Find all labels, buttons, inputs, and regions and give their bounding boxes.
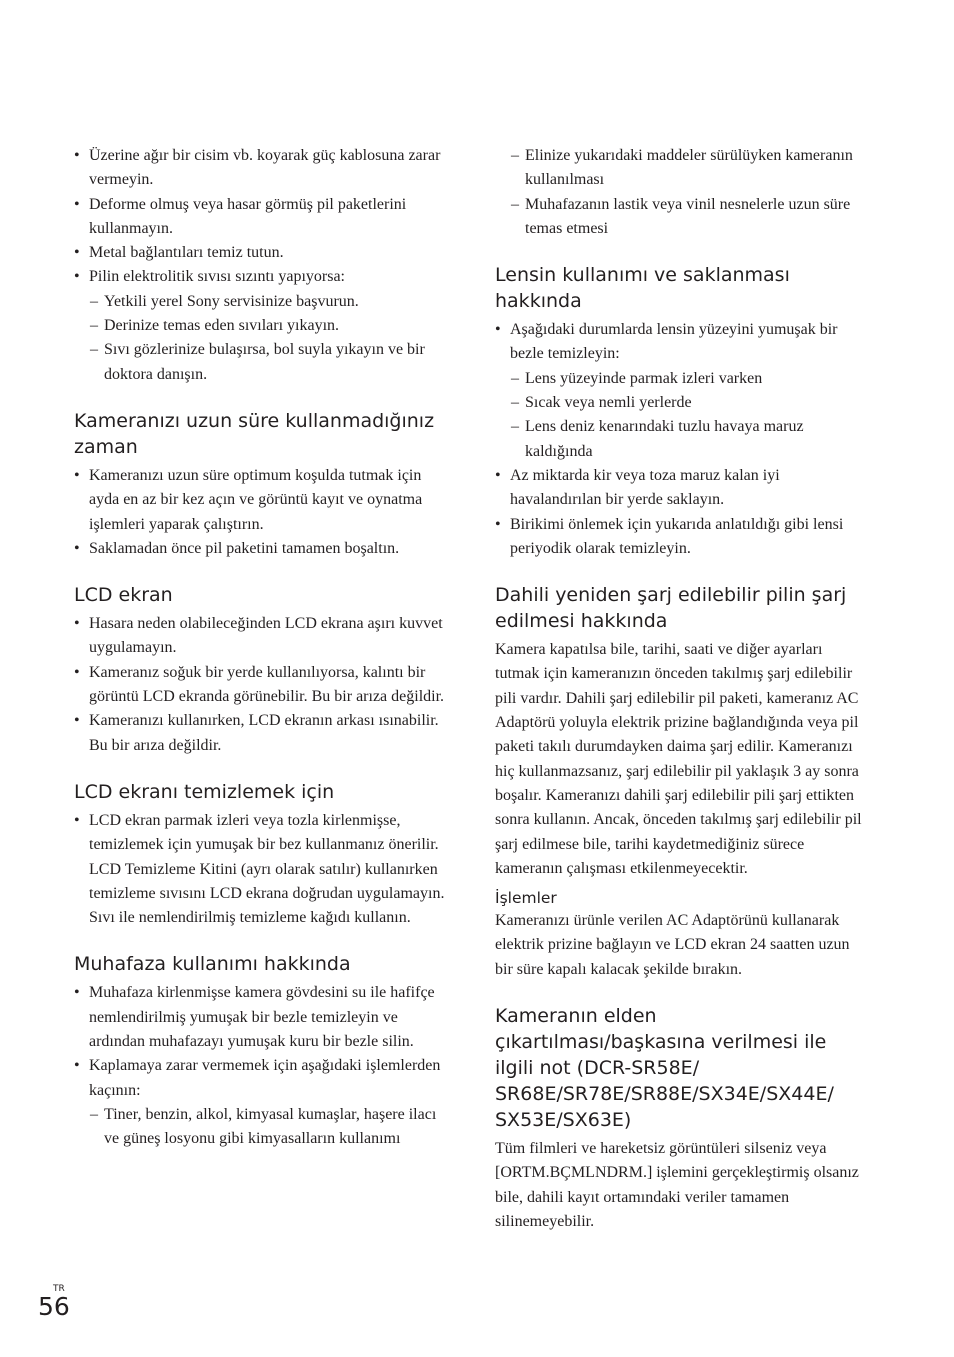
list-item: • Muhafaza kirlenmişse kamera gövdesini su ile hafifçe nemlendirilmiş yumuşak bir bezle temizleyin ve ardından muhafazayı yumuşak kuru bir bezle silin. — [74, 981, 446, 1054]
list-item: • Metal bağlantıları temiz tutun. — [74, 241, 446, 265]
dash-item: – Sıvı gözlerinize bulaşırsa, bol suyla yıkayın ve bir doktora danışın. — [74, 338, 446, 387]
dash-item: – Sıcak veya nemli yerlerde — [495, 391, 867, 415]
procedure-paragraph: Kameranızı ürünle verilen AC Adaptörünü kullanarak elektrik prizine bağlayın ve LCD ekran 24 saatten uzun bir süre kapalı kalacak şekilde bırakın. — [495, 912, 850, 978]
procedure-heading: İşlemler — [495, 889, 557, 908]
page-number: 56 — [38, 1292, 70, 1321]
list-item: • Birikimi önlemek için yukarıda anlatıldığı gibi lensi periyodik olarak temizleyin. — [495, 513, 867, 562]
casing-continued-list — [495, 144, 867, 241]
dash-item: – Derinize temas eden sıvıları yıkayın. — [74, 314, 446, 338]
language-label: TR — [53, 1284, 65, 1294]
storage-list — [74, 464, 446, 561]
dash-item: – Lens yüzeyinde parmak izleri varken — [495, 367, 867, 391]
list-item: • Hasara neden olabileceğinden LCD ekrana aşırı kuvvet uygulamayın. — [74, 612, 446, 661]
list-item: • Saklamadan önce pil paketini tamamen boşaltın. — [74, 537, 446, 561]
list-item: • Kameranızı uzun süre optimum koşulda tutmak için ayda en az bir kez açın ve görüntü kayıt ve oynatma işlemleri yaparak çalıştırın. — [74, 464, 446, 537]
list-item: • Pilin elektrolitik sıvısı sızıntı yapıyorsa: — [74, 265, 446, 289]
dash-item: – Muhafazanın lastik veya vinil nesnelerle uzun süre temas etmesi — [495, 193, 867, 242]
right-column — [495, 144, 867, 1234]
lcd-list — [74, 612, 446, 758]
section-heading-battery: Dahili yeniden şarj edilebilir pilin şarj edilmesi hakkında — [495, 584, 847, 633]
intro-list — [74, 144, 446, 387]
dash-item: – Lens deniz kenarındaki tuzlu havaya maruz kaldığında — [495, 415, 867, 464]
section-heading-disposal: Kameranın elden çıkartılması/başkasına verilmesi ile ilgili not (DCR-SR58E/ SR68E/SR78E/SR88E/SX34E/SX44E/ SX53E/SX63E) — [495, 1005, 834, 1132]
dash-item: – Yetkili yerel Sony servisinize başvurun. — [74, 290, 446, 314]
dash-item: – Tiner, benzin, alkol, kimyasal kumaşlar, haşere ilacı ve güneş losyonu gibi kimyasalların kullanımı — [74, 1103, 446, 1152]
lcd-cleaning-list — [74, 809, 446, 930]
lens-list — [495, 318, 867, 561]
left-column — [74, 144, 446, 1152]
list-item: • Kaplamaya zarar vermemek için aşağıdaki işlemlerden kaçının: — [74, 1054, 446, 1103]
battery-paragraph: Kamera kapatılsa bile, tarihi, saati ve diğer ayarları tutmak için kameranızın önceden takılmış şarj edilebilir pili vardır. Dahili şarj edilebilir pil paketi, kameranız AC Adaptörü yoluyla elektrik prizine bağlandığında veya pil paketi takılı durumdayken daima şarj edilir. Kameranızı hiç kullanmazsanız, şarj edilebilir pil yaklaşık 3 ay sonra boşalır. Kameranızı dahili şarj edilebilir pili şarj ettikten sonra kullanın. Ancak, önceden takılmış şarj edilebilir pil şarj edilmese bile, tarihi kaydetmediğiniz sürece kameranın çalışması etkilenmeyecektir. — [495, 641, 862, 877]
list-item: • Aşağıdaki durumlarda lensin yüzeyini yumuşak bir bezle temizleyin: — [495, 318, 867, 367]
disposal-paragraph: Tüm filmleri ve hareketsiz görüntüleri silseniz veya [ORTM.BÇMLNDRM.] işlemini gerçekleştirmiş olsanız bile, dahili kayıt ortamındaki veriler tamamen silinemeyebilir. — [495, 1140, 859, 1230]
section-heading-lens: Lensin kullanımı ve saklanması hakkında — [495, 264, 790, 313]
list-item: • Deforme olmuş veya hasar görmüş pil paketlerini kullanmayın. — [74, 193, 446, 242]
list-item: • Az miktarda kir veya toza maruz kalan iyi havalandırılan bir yerde saklayın. — [495, 464, 867, 513]
list-item: • Kameranızı kullanırken, LCD ekranın arkası ısınabilir. Bu bir arıza değildir. — [74, 709, 446, 758]
casing-list — [74, 981, 446, 1151]
list-item: • Üzerine ağır bir cisim vb. koyarak güç kablosuna zarar vermeyin. — [74, 144, 446, 193]
section-heading-lcd-cleaning: LCD ekranı temizlemek için — [74, 780, 335, 803]
section-heading-casing: Muhafaza kullanımı hakkında — [74, 953, 351, 976]
section-heading-storage: Kameranızı uzun süre kullanmadığınız zaman — [74, 409, 435, 458]
list-item: • LCD ekran parmak izleri veya tozla kirlenmişse, temizlemek için yumuşak bir bez kullanmanız önerilir. LCD Temizleme Kitini (ayrı olarak satılır) kullanırken temizleme sıvısını LCD ekrana doğrudan uygulamayın. Sıvı ile nemlendirilmiş temizleme kağıdı kullanın. — [74, 809, 446, 930]
section-heading-lcd: LCD ekran — [74, 584, 173, 607]
dash-item: – Elinize yukarıdaki maddeler sürülüyken kameranın kullanılması — [495, 144, 867, 193]
list-item: • Kameranız soğuk bir yerde kullanılıyorsa, kalıntı bir görüntü LCD ekranda görünebilir. Bu bir arıza değildir. — [74, 661, 446, 710]
